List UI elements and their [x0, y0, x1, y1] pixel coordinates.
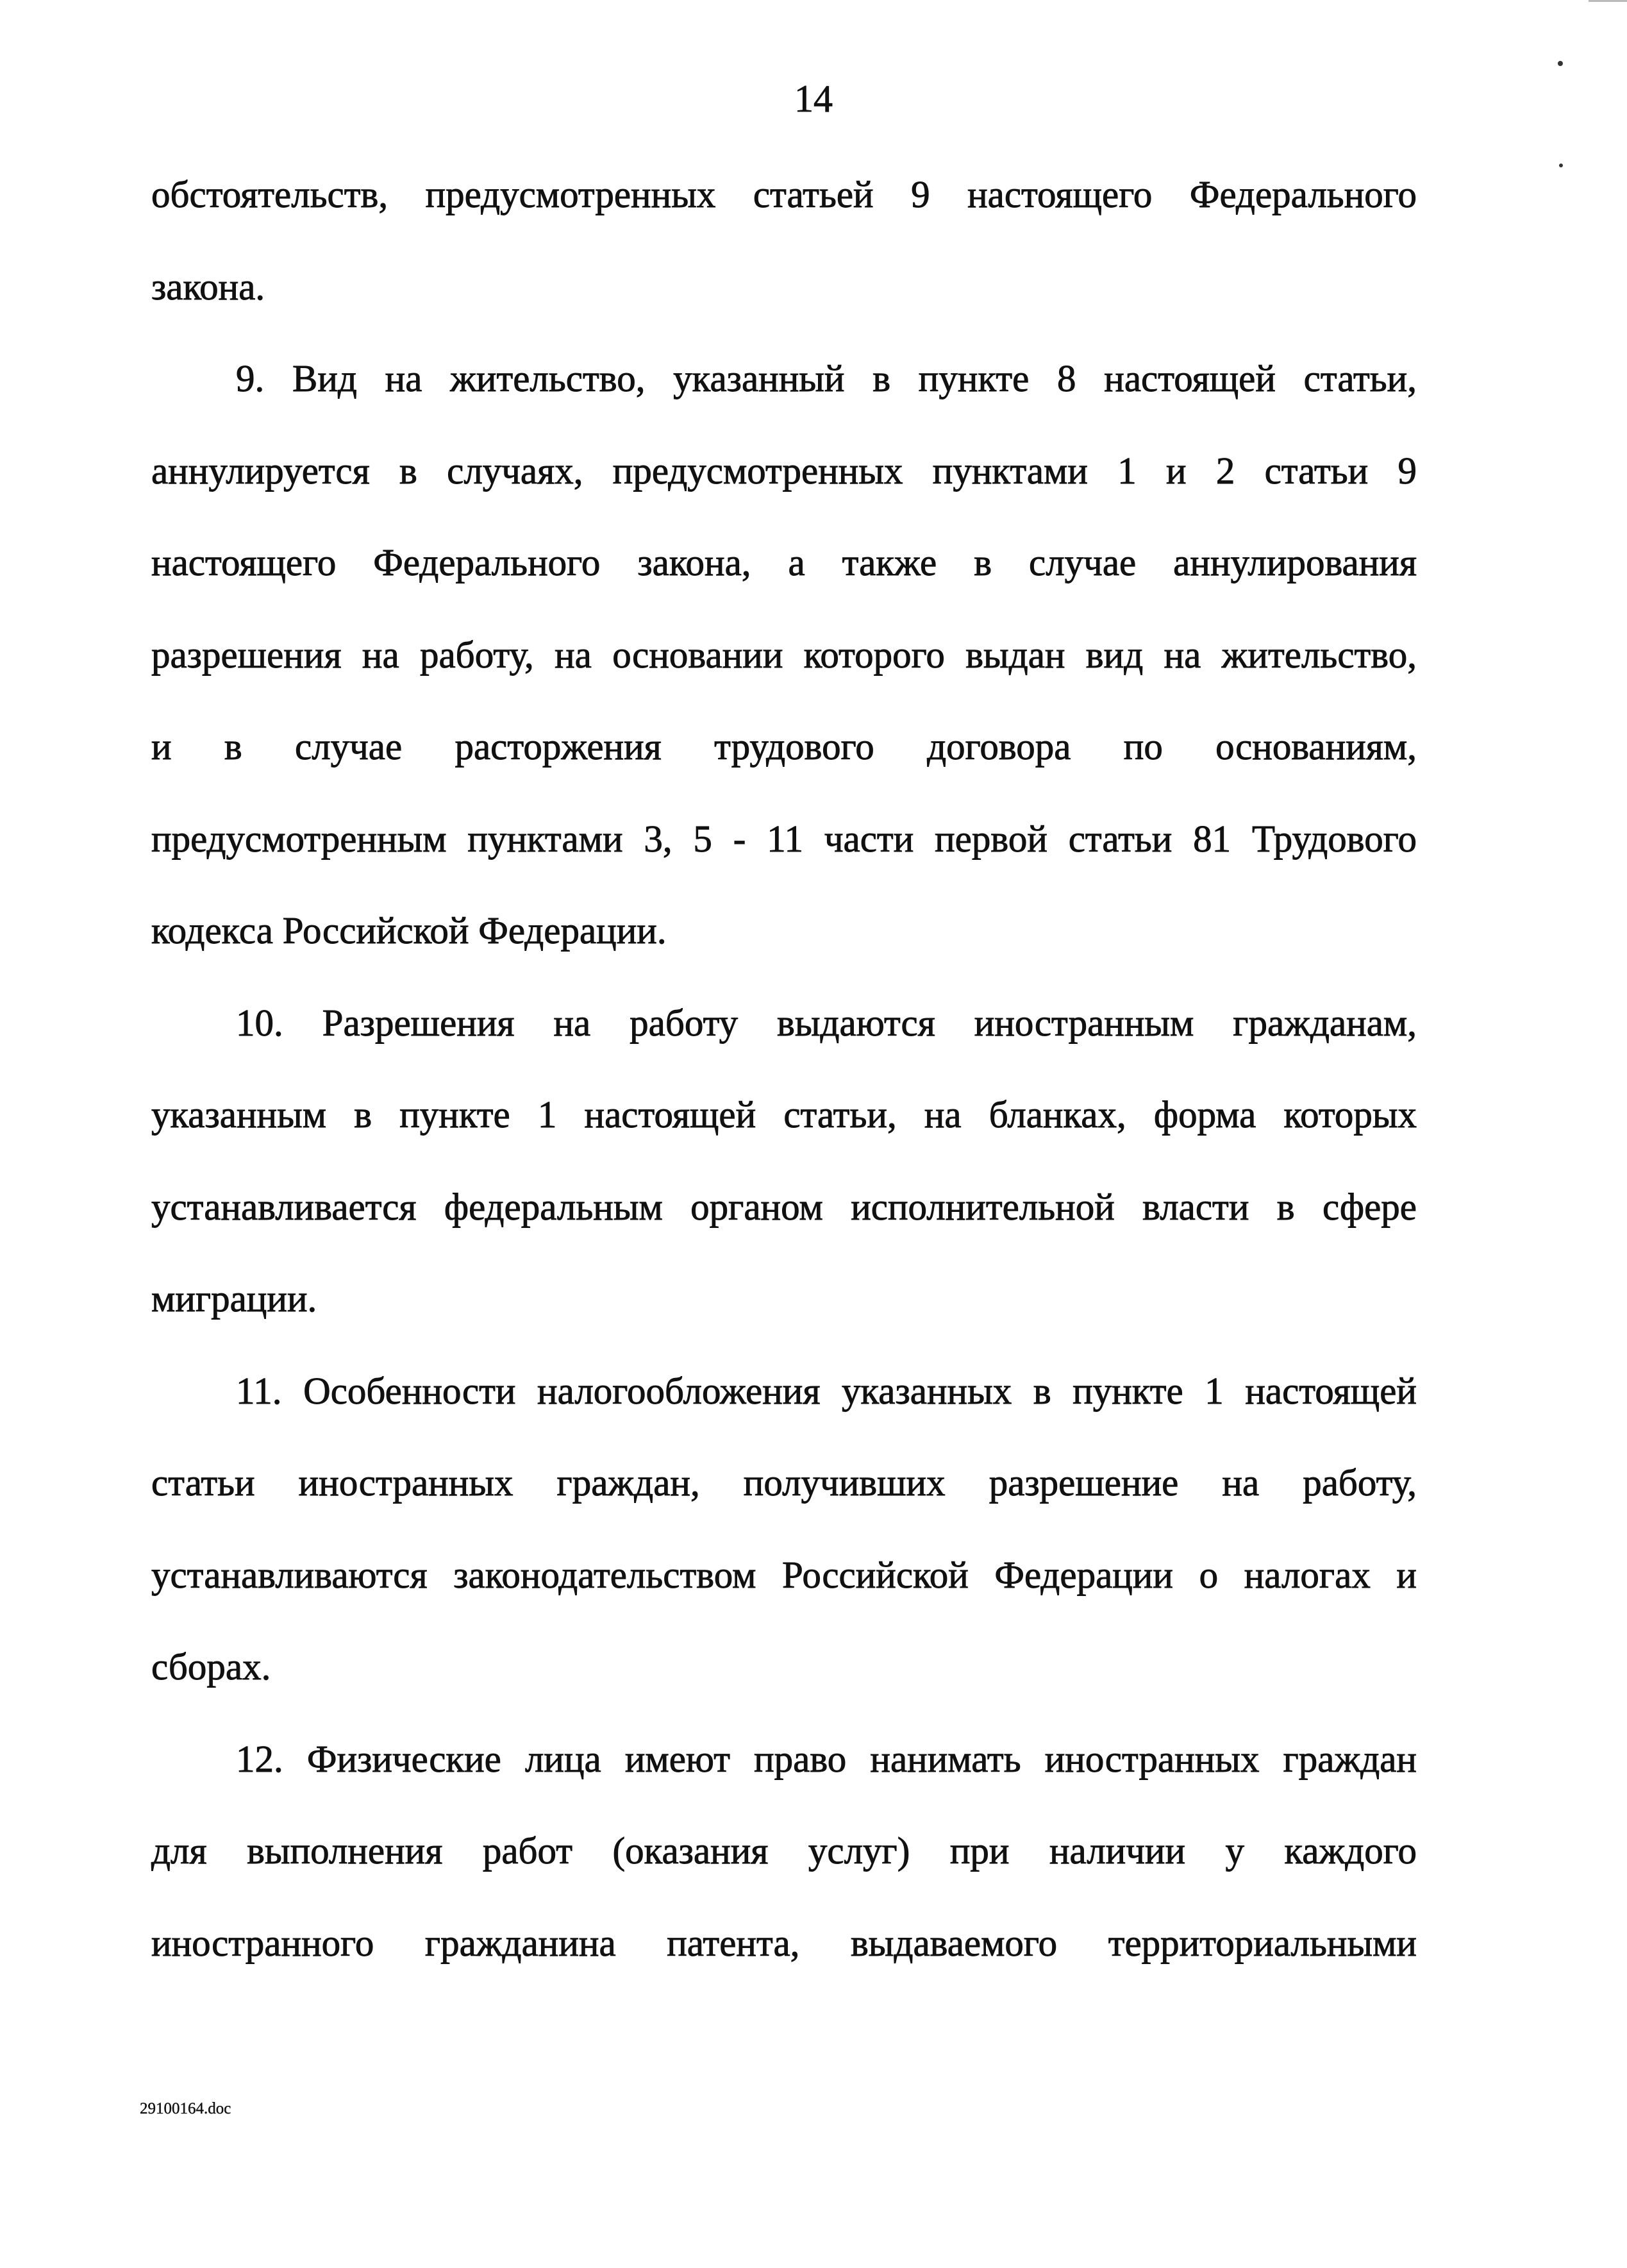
page-number: 14	[794, 78, 833, 120]
text-line: 10. Разрешения на работу выдаются иностранным гражданам,	[236, 1001, 1417, 1044]
text-line: аннулируется в случаях, предусмотренных пунктами 1 и 2 статьи 9	[151, 449, 1417, 492]
text-line: сборах.	[151, 1645, 271, 1688]
text-line: миграции.	[151, 1277, 317, 1320]
text-line: разрешения на работу, на основании которого выдан вид на жительство,	[151, 633, 1417, 676]
text-line: предусмотренным пунктами 3, 5 - 11 части первой статьи 81 Трудового	[151, 817, 1417, 860]
scan-speck	[1559, 164, 1563, 167]
scan-edge-mark	[1589, 0, 1627, 2]
text-line: 12. Физические лица имеют право нанимать иностранных граждан	[236, 1737, 1417, 1780]
scan-speck	[1558, 61, 1563, 66]
text-line: обстоятельств, предусмотренных статьей 9 настоящего Федерального	[151, 173, 1417, 215]
text-line: 11. Особенности налогообложения указанных в пункте 1 настоящей	[236, 1369, 1417, 1412]
text-line: устанавливаются законодательством Российской Федерации о налогах и	[151, 1553, 1417, 1596]
text-line: настоящего Федерального закона, а также в случае аннулирования	[151, 541, 1417, 584]
footer-filename: 29100164.doc	[140, 2100, 231, 2117]
text-line: статьи иностранных граждан, получивших разрешение на работу,	[151, 1461, 1417, 1504]
text-line: закона.	[151, 265, 265, 308]
text-line: 9. Вид на жительство, указанный в пункте 8 настоящей статьи,	[236, 357, 1417, 399]
text-line: и в случае расторжения трудового договора по основаниям,	[151, 725, 1417, 768]
text-line: иностранного гражданина патента, выдаваемого территориальными	[151, 1921, 1417, 1964]
text-line: кодекса Российской Федерации.	[151, 909, 667, 952]
text-line: устанавливается федеральным органом исполнительной власти в сфере	[151, 1185, 1417, 1228]
text-line: для выполнения работ (оказания услуг) при наличии у каждого	[151, 1829, 1417, 1872]
text-line: указанным в пункте 1 настоящей статьи, на бланках, форма которых	[151, 1093, 1417, 1136]
